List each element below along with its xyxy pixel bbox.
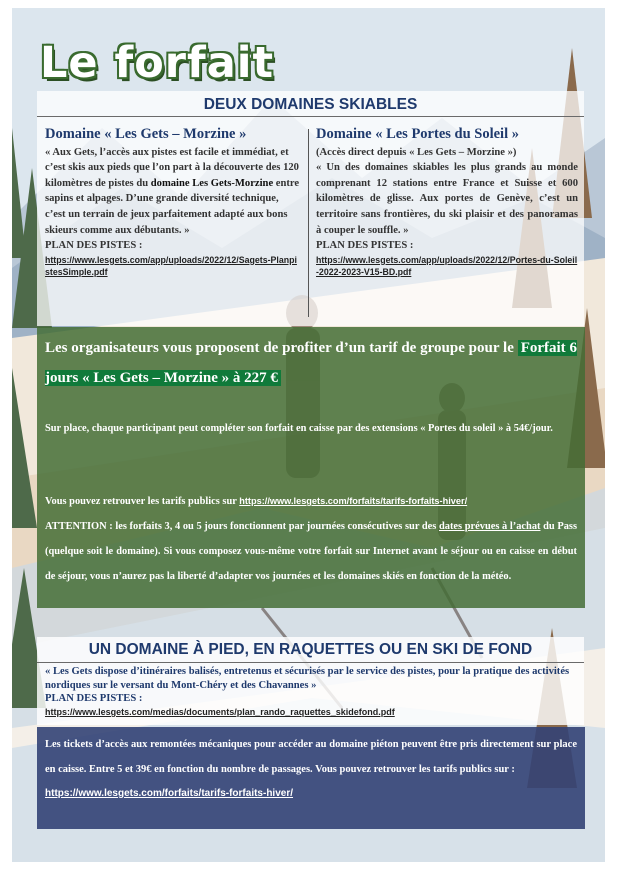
les-gets-piste-map-link[interactable]: https://www.lesgets.com/app/uploads/2022/12/Sagets-PlanpistesSimple.pdf (45, 254, 297, 278)
public-prices-link[interactable]: https://www.lesgets.com/forfaits/tarifs-forfaits-hiver/ (239, 496, 468, 506)
attention-part: ATTENTION : les forfaits 3, 4 ou 5 jours fonctionnent par journées consécutives sur des (45, 521, 439, 532)
domain-les-gets-column (45, 127, 300, 279)
tickets-text (45, 733, 577, 807)
portes-soleil-piste-map-link[interactable]: https://www.lesgets.com/app/uploads/2022/12/Portes-du-Soleil-2022-2023-V15-BD.pdf (316, 254, 578, 278)
nordic-plan-link[interactable]: https://www.lesgets.com/medias/documents/plan_rando_raquettes_skidefond.pdf (45, 707, 395, 717)
attention-text (45, 489, 577, 589)
section-heading-domains: DEUX DOMAINES SKIABLES (203, 96, 418, 113)
page-title: Le forfait (40, 38, 275, 88)
domain-name-emphasis: domaine Les Gets-Morzine (150, 177, 274, 189)
plan-label: PLAN DES PISTES : (45, 240, 143, 252)
plan-label: PLAN DES PISTES : (45, 693, 143, 704)
domain-portes-soleil-description: « Un des domaines skiables les plus grands au monde comprenant 12 stations entre France et Suisse et 600 kilomètres de glisse. Aux portes de Genève, c’est un territoire sans frontières, du ski plaisir et des panoramas à couper le souffle. » (316, 162, 578, 236)
tickets-description: Les tickets d’accès aux remontées mécaniques pour accéder au domaine piéton peuvent être pris directement sur place en caisse. Entre 5 et 39€ en fonction du nombre de passages. Vous pouvez retrouver les tarifs publics sur : (45, 739, 577, 775)
offer-lead-text: Les organisateurs vous proposent de profiter d’un tarif de groupe pour le (45, 340, 518, 356)
nordic-domain-panel (37, 637, 584, 725)
domain-portes-soleil-subtitle: (Accès direct depuis « Les Gets – Morzine ») (316, 146, 517, 158)
description-part: « Aux Gets, l’accès aux pistes est facile et immédiat, et c’est skis aux pieds que l’on part à la découverte des 120 kilomètres de pistes du (45, 146, 299, 189)
offer-lead (45, 333, 577, 393)
tickets-panel (37, 727, 585, 829)
public-prices-text: Vous pouvez retrouver les tarifs publics sur (45, 496, 240, 507)
domain-portes-soleil-heading: Domaine « Les Portes du Soleil » (316, 126, 519, 142)
domain-les-gets-description (45, 145, 300, 239)
offer-highlight-badge: Forfait 6 jours « Les Gets – Morzine » à 227 € (45, 340, 577, 386)
attention-underlined: dates prévues à l’achat (439, 521, 541, 532)
group-offer-panel (37, 327, 585, 608)
section-heading-nordic: UN DOMAINE À PIED, EN RAQUETTES OU EN SKI DE FOND (88, 641, 533, 658)
nordic-description: « Les Gets dispose d’itinéraires balisés, entretenus et sécurisés par le service des pistes, pour la pratique des activités nordiques sur le versant du Mont-Chéry et des Chavannes » (45, 666, 570, 691)
attention-part: du Pass (quelque soit le domaine). Si vous composez vous-même votre forfait sur Internet avant le séjour ou en caisse en début de séjour, vous n’aurez pas la liberté d’adapter vos journées et les domaines skiés en fonction de la météo. (45, 521, 577, 582)
divider (37, 662, 584, 663)
tickets-prices-link[interactable]: https://www.lesgets.com/forfaits/tarifs-forfaits-hiver/ (45, 788, 294, 799)
domain-les-gets-heading: Domaine « Les Gets – Morzine » (45, 126, 247, 142)
domain-portes-soleil-column (316, 127, 578, 279)
ski-domains-panel (37, 91, 584, 326)
plan-label: PLAN DES PISTES : (316, 240, 414, 252)
divider (37, 116, 584, 117)
extension-text: Sur place, chaque participant peut compléter son forfait en caisse par des extensions « Portes du soleil » à 54€/jour. (45, 423, 553, 434)
column-divider (308, 129, 309, 317)
description-part: entre sapins et alpages. D’une grande diversité technique, c’est un terrain de jeux parfaitement adapté aux bons skieurs comme aux débutants. » (45, 177, 300, 236)
